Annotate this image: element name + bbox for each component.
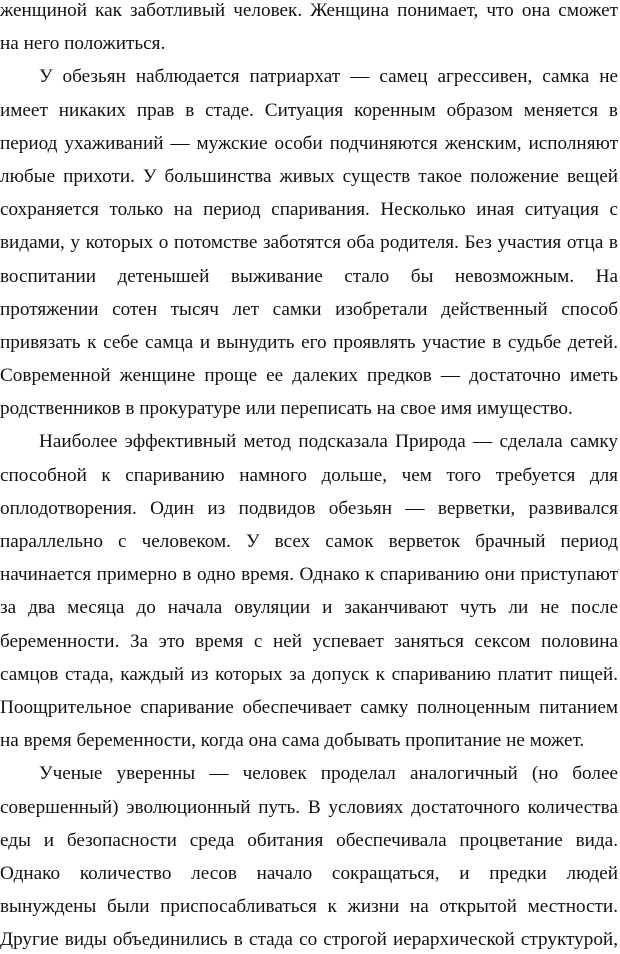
text-line: имеет никаких прав в стаде. Ситуация коренным образом меняется в (0, 99, 618, 121)
text-line: Однако количество лесов начало сокращаться, и предки людей (0, 862, 618, 884)
text-line: У обезьян наблюдается патриархат — самец агрессивен, самка не (39, 66, 618, 88)
text-line: на время беременности, когда она сама добывать пропитание не может. (0, 730, 585, 752)
text-line: любые прихоти. У большинства живых существ такое положение вещей (0, 165, 618, 187)
text-line: Современной женщине проще ее далеких предков — достаточно иметь (0, 365, 618, 387)
text-line: параллельно с человеком. У всех самок верветок брачный период (0, 531, 618, 552)
text-line: период ухаживаний — мужские особи подчиняются женским, исполняют (0, 132, 618, 154)
text-line: воспитании детенышей выживание стало бы невозможным. На (0, 265, 618, 287)
text-line: за два месяца до начала овуляции и заканчивают чуть ли не после (0, 597, 618, 619)
text-line: еды и безопасности среда обитания обеспечивала процветание вида. (0, 829, 618, 851)
text-line: привязать к себе самца и вынудить его проявлять участие в судьбе детей. (0, 331, 618, 353)
text-line: Поощрительное спаривание обеспечивает самку полноценным питанием (0, 696, 618, 718)
text-line: вынуждены были приспосабливаться к жизни на открытой местности. (0, 896, 618, 918)
text-line: Ученые уверенны — человек проделал аналогичный (но более (39, 763, 618, 785)
text-line: Наиболее эффективный метод подсказала Природа — сделала самку (39, 431, 618, 453)
text-line: сохраняется только на период спаривания. Несколько иная ситуация с (0, 199, 618, 221)
text-line: начинается примерно в одно время. Однако к спариванию они приступают (0, 564, 618, 586)
text-line: протяжении сотен тысяч лет самки изобретали действенный способ (0, 298, 618, 320)
text-line: на него положиться. (0, 33, 166, 55)
text-line: родственников в прокуратуре или переписать на свое имя имущество. (0, 398, 573, 420)
text-line: оплодотворения. Один из подвидов обезьян — верветки, развивался (0, 497, 618, 519)
text-line: Другие виды объединились в стада со строгой иерархической структурой, (0, 929, 618, 951)
text-line: самцов стада, каждый из которых за допуск к спариванию платит пищей. (0, 663, 618, 685)
text-line: способной к спариванию намного дольше, чем того требуется для (0, 464, 618, 486)
text-line: беременности. За это время с ней успевает заняться сексом половина (0, 630, 618, 652)
text-line: совершенный) эволюционный путь. В условиях достаточного количества (0, 796, 618, 818)
text-line: видами, у которых о потомстве заботятся оба родителя. Без участия отца в (0, 232, 618, 254)
text-line: женщиной как заботливый человек. Женщина понимает, что она сможет (0, 0, 618, 21)
